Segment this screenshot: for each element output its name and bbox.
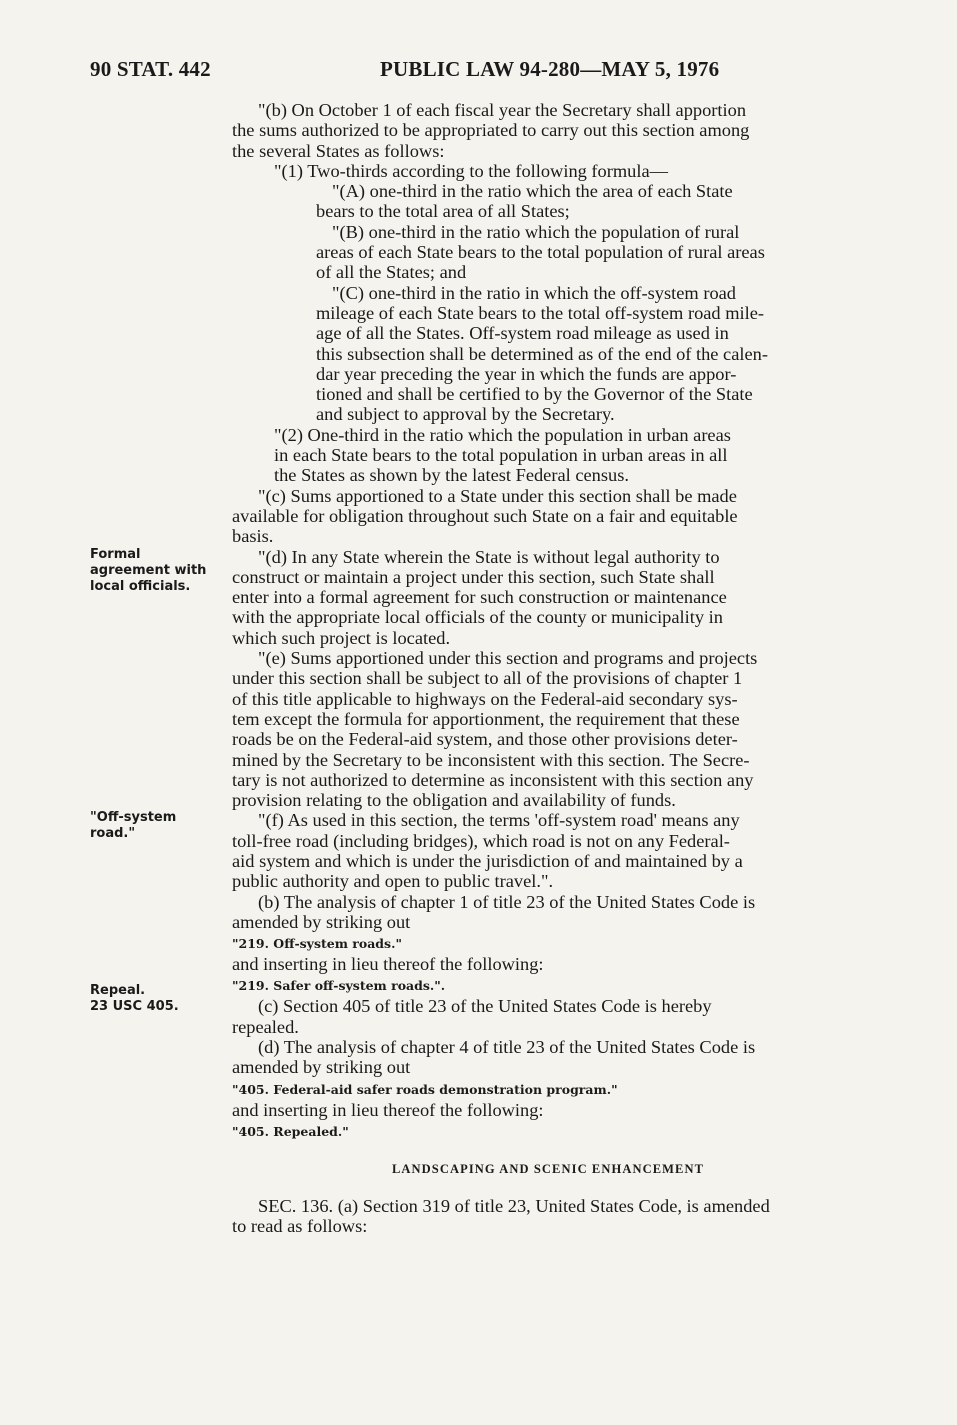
body-line: enter into a formal agreement for such construction or maintenance [232, 587, 727, 608]
body-line: mileage of each State bears to the total off-system road mile- [316, 302, 765, 323]
body-line: "(c) Sums apportioned to a State under this section shall be made [258, 485, 737, 506]
body-line: with the appropriate local officials of the county or municipality in [232, 607, 723, 628]
body-line: (b) The analysis of chapter 1 of title 23 of the United States Code is [258, 891, 756, 912]
code-analysis-line: "405. Federal-aid safer roads demonstration program." [232, 1081, 618, 1097]
body-line: "(b) On October 1 of each fiscal year the Secretary shall apportion [258, 100, 747, 120]
body-line: construct or maintain a project under this section, such State shall [232, 566, 715, 587]
body-line: "(C) one-third in the ratio in which the off-system road [332, 282, 737, 303]
body-line: tary is not authorized to determine as inconsistent with this section any [232, 769, 754, 790]
body-line: roads be on the Federal-aid system, and those other provisions deter- [232, 729, 738, 750]
body-line: toll-free road (including bridges), which road is not on any Federal- [232, 830, 730, 851]
body-line: and subject to approval by the Secretary. [316, 404, 615, 425]
body-line: amended by striking out [232, 1057, 411, 1078]
body-line: public authority and open to public travel.". [232, 871, 554, 892]
body-line: "(1) Two-thirds according to the following formula— [274, 160, 669, 181]
body-line: SEC. 136. (a) Section 319 of title 23, United States Code, is amended [258, 1195, 770, 1216]
statute-page-number: 90 STAT. 442 [90, 57, 211, 81]
margin-note-repeal: Repeal. 23 USC 405. [90, 983, 179, 1014]
body-line: of all the States; and [316, 262, 467, 283]
body-line: "(e) Sums apportioned under this section and programs and projects [258, 648, 758, 669]
body-line: tem except the formula for apportionment, the requirement that these [232, 708, 740, 729]
body-line: "(B) one-third in the ratio which the population of rural [332, 221, 740, 242]
body-line: aid system and which is under the jurisdiction of and maintained by a [232, 850, 743, 871]
body-line: age of all the States. Off-system road mileage as used in [316, 323, 729, 344]
body-line: (d) The analysis of chapter 4 of title 23 of the United States Code is [258, 1037, 756, 1058]
body-line: "(d) In any State wherein the State is without legal authority to [258, 546, 720, 567]
code-analysis-line: "405. Repealed." [232, 1123, 349, 1139]
body-line: "(f) As used in this section, the terms 'off-system road' means any [258, 810, 740, 831]
code-analysis-line: "219. Off-system roads." [232, 936, 402, 952]
body-line: amended by striking out [232, 911, 411, 932]
code-analysis-line: "219. Safer off-system roads.". [232, 978, 446, 994]
body-line: under this section shall be subject to all of the provisions of chapter 1 [232, 668, 743, 689]
body-line: provision relating to the obligation and availability of funds. [232, 790, 676, 811]
body-line: available for obligation throughout such State on a fair and equitable [232, 505, 738, 526]
body-line: the several States as follows: [232, 140, 445, 161]
body-line: and inserting in lieu thereof the following: [232, 1099, 544, 1120]
body-line: bears to the total area of all States; [316, 201, 570, 222]
body-line: the States as shown by the latest Federal census. [274, 465, 629, 486]
margin-note-off-system-road: "Off-system road." [90, 810, 177, 841]
margin-note-formal-agreement: Formal agreement with local officials. [90, 547, 207, 594]
body-line: "(A) one-third in the ratio which the area of each State [332, 181, 733, 202]
body-line: to read as follows: [232, 1216, 368, 1237]
body-line: basis. [232, 526, 274, 547]
body-line: (c) Section 405 of title 23 of the United States Code is hereby [258, 996, 712, 1017]
body-line: tioned and shall be certified to by the Governor of the State [316, 384, 753, 405]
section-heading: LANDSCAPING AND SCENIC ENHANCEMENT [391, 1161, 705, 1176]
spacer [232, 1142, 864, 1158]
body-line: mined by the Secretary to be inconsistent with this section. The Secre- [232, 749, 750, 770]
body-line: repealed. [232, 1016, 299, 1037]
body-line: dar year preceding the year in which the funds are appor- [316, 363, 737, 384]
body-line: "(2) One-third in the ratio which the population in urban areas [274, 424, 731, 445]
body-line: and inserting in lieu thereof the following: [232, 954, 544, 975]
body-line: the sums authorized to be appropriated to carry out this section among [232, 120, 750, 141]
running-header-title: PUBLIC LAW 94-280—MAY 5, 1976 [380, 57, 720, 81]
body-line: of this title applicable to highways on the Federal-aid secondary sys- [232, 688, 738, 709]
statute-body [232, 100, 864, 1237]
spacer [232, 1180, 864, 1196]
body-line: which such project is located. [232, 627, 451, 648]
body-line: areas of each State bears to the total population of rural areas [316, 242, 765, 263]
body-line: in each State bears to the total population in urban areas in all [274, 445, 728, 466]
body-line: this subsection shall be determined as of the end of the calen- [316, 343, 768, 364]
